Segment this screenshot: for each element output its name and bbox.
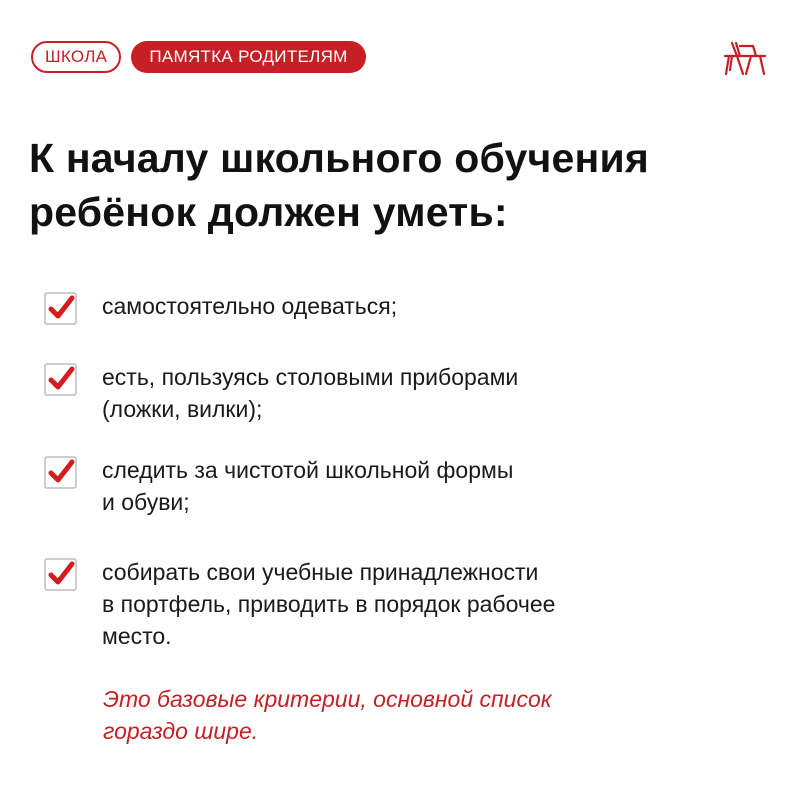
- school-desk-icon: [723, 40, 767, 76]
- page-title-line: К началу школьного обучения: [29, 135, 649, 181]
- list-item: [44, 454, 764, 518]
- page-title-line: ребёнок должен уметь:: [29, 189, 508, 235]
- list-item-text: есть, пользуясь столовыми приборами (ложки, вилки);: [102, 364, 519, 422]
- checkmark-icon: [44, 456, 77, 489]
- note-text: Это базовые критерии, основной список гораздо шире.: [103, 686, 552, 744]
- tag-parents-memo: ПАМЯТКА РОДИТЕЛЯМ: [131, 41, 365, 73]
- tag-group: [31, 41, 366, 73]
- list-item: [44, 290, 764, 325]
- list-item-text: следить за чистотой школьной формы и обуви;: [102, 457, 514, 515]
- checklist: [44, 290, 764, 652]
- page-title: [29, 131, 649, 239]
- tag-school: ШКОЛА: [31, 41, 121, 73]
- checkmark-icon: [44, 558, 77, 591]
- list-item-text: самостоятельно одеваться;: [102, 293, 398, 319]
- list-item: [44, 556, 764, 652]
- checkmark-icon: [44, 292, 77, 325]
- list-item: [44, 361, 764, 425]
- checkmark-icon: [44, 363, 77, 396]
- list-item-text: собирать свои учебные принадлежности в портфель, приводить в порядок рабочее место.: [102, 559, 556, 649]
